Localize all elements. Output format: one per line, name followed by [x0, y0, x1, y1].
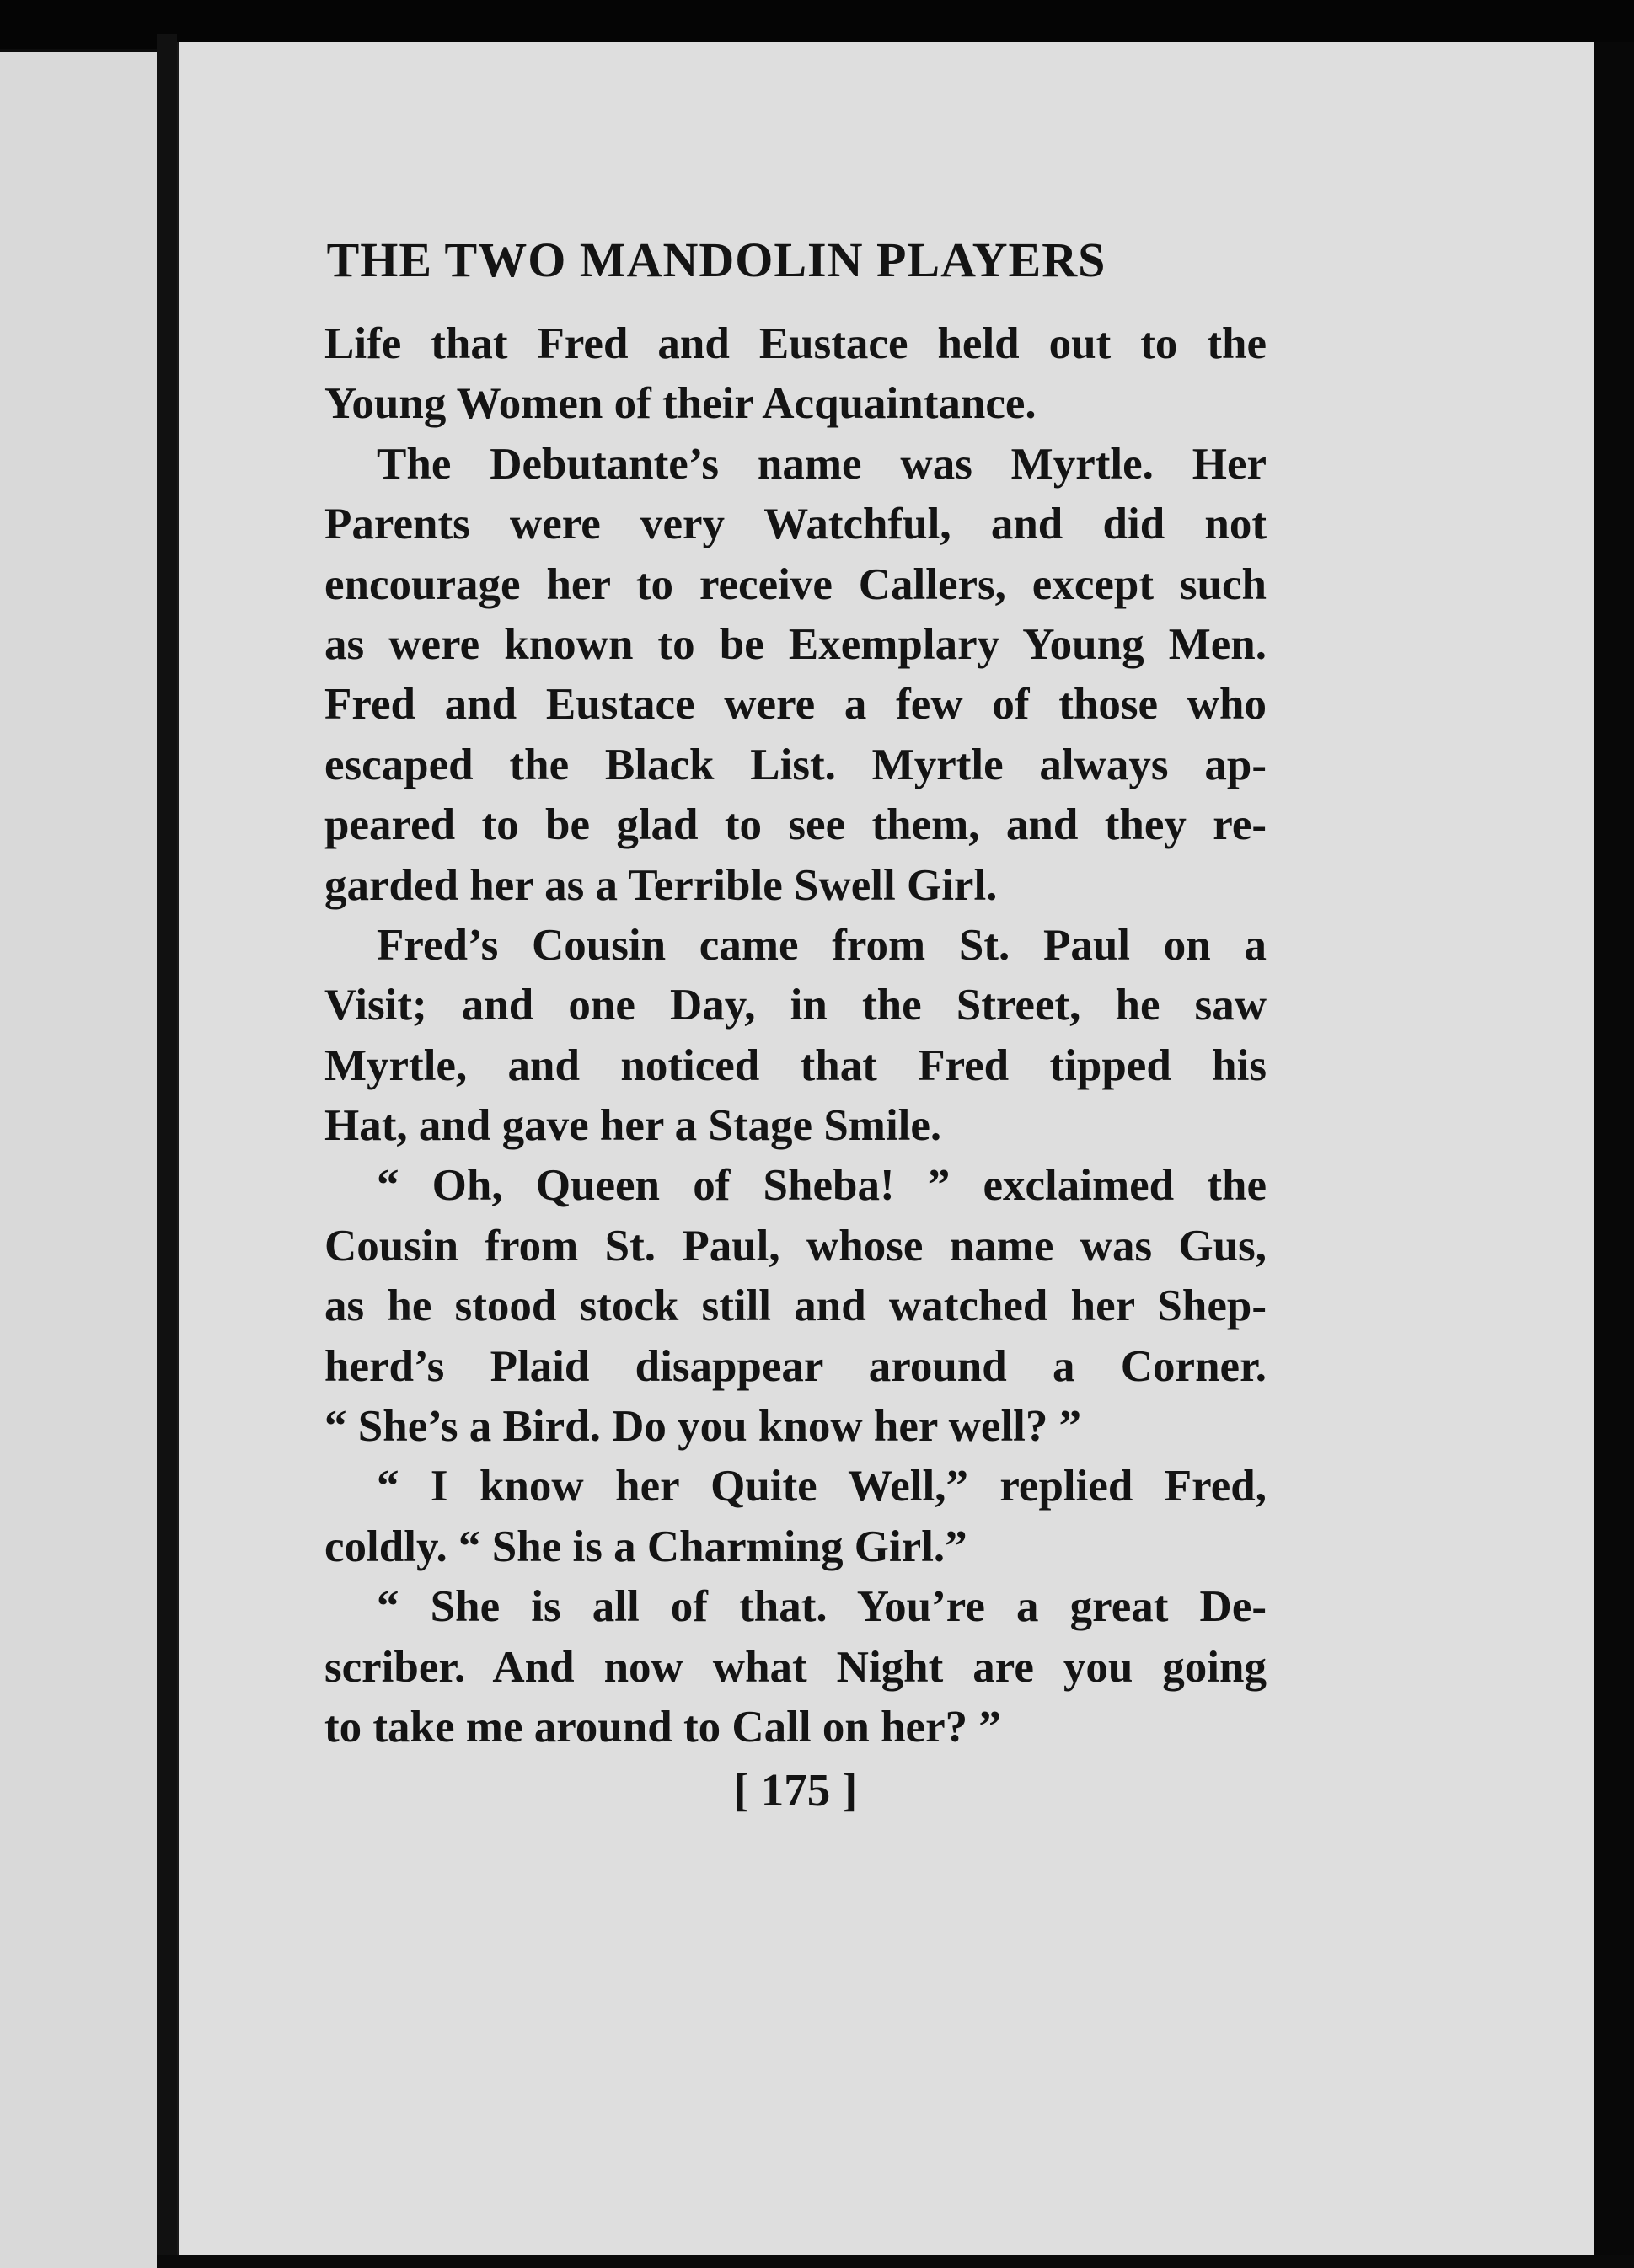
- text-line: The Debutante’s name was Myrtle. Her: [377, 439, 1267, 489]
- text-line: Parents were very Watchful, and did not: [324, 500, 1267, 549]
- text-line: Fred and Eustace were a few of those who: [324, 680, 1267, 730]
- book-gutter: [157, 34, 177, 2268]
- text-line: “ She’s a Bird. Do you know her well? ”: [324, 1402, 1082, 1452]
- scan-right-border: [1594, 42, 1634, 2268]
- page-number: [ 175 ]: [733, 1764, 858, 1816]
- text-line: to take me around to Call on her? ”: [324, 1702, 1001, 1752]
- text-line: Young Women of their Acquaintance.: [324, 379, 1037, 429]
- running-head: THE TWO MANDOLIN PLAYERS: [326, 233, 1106, 287]
- text-line: as he stood stock still and watched her Shep-: [324, 1281, 1267, 1331]
- text-line: Visit; and one Day, in the Street, he saw: [324, 981, 1267, 1030]
- text-line: Fred’s Cousin came from St. Paul on a: [377, 920, 1267, 970]
- text-line: as were known to be Exemplary Young Men.: [324, 619, 1267, 669]
- text-line: “ She is all of that. You’re a great De-: [377, 1582, 1267, 1632]
- text-line: Myrtle, and noticed that Fred tipped his: [324, 1040, 1267, 1090]
- text-line: garded her as a Terrible Swell Girl.: [324, 860, 998, 910]
- text-line: “ I know her Quite Well,” replied Fred,: [377, 1462, 1267, 1511]
- text-line: escaped the Black List. Myrtle always ap-: [324, 740, 1267, 789]
- facing-page-edge: [0, 52, 157, 2268]
- text-line: Life that Fred and Eustace held out to the: [324, 319, 1267, 368]
- text-line: coldly. “ She is a Charming Girl.”: [324, 1522, 967, 1571]
- text-line: herd’s Plaid disappear around a Corner.: [324, 1341, 1267, 1391]
- text-line: peared to be glad to see them, and they re-: [324, 800, 1267, 850]
- text-line: Cousin from St. Paul, whose name was Gus,: [324, 1221, 1267, 1270]
- text-line: Hat, and gave her a Stage Smile.: [324, 1101, 942, 1151]
- body-text: [324, 314, 1267, 1757]
- text-line: “ Oh, Queen of Sheba! ” exclaimed the: [377, 1161, 1267, 1211]
- scan-bottom-border: [157, 2255, 1634, 2268]
- text-line: encourage her to receive Callers, except such: [324, 559, 1267, 609]
- text-line: scriber. And now what Night are you going: [324, 1642, 1267, 1692]
